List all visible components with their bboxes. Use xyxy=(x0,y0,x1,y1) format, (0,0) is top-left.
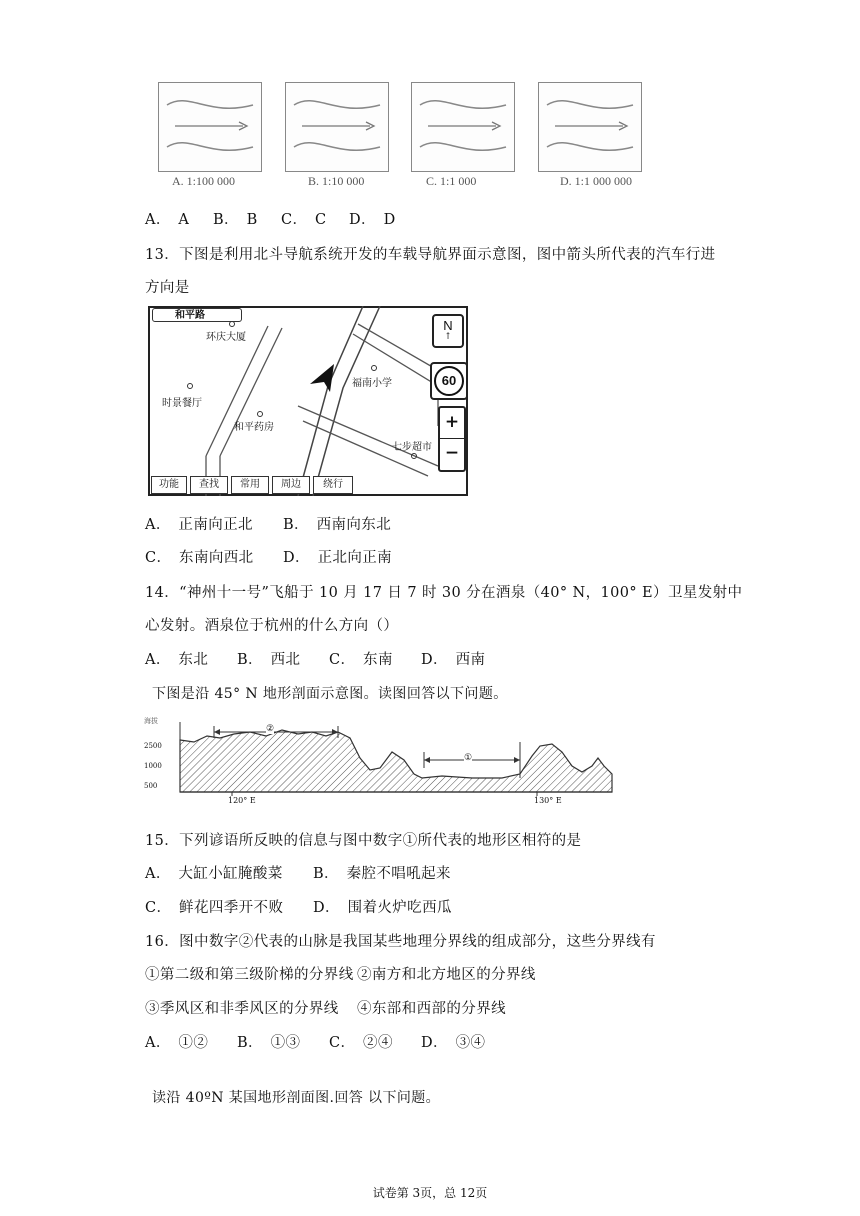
profile-y-tick-500: 500 xyxy=(144,782,158,790)
scale-box-d xyxy=(538,82,642,172)
profile-x-tick-120e: 120° E xyxy=(228,796,256,805)
q13-stem-line2: 方向是 xyxy=(145,280,190,296)
q16-item-1: ①第二级和第三级阶梯的分界线 xyxy=(145,967,354,983)
profile-intro: 下图是沿 45° N 地形剖面示意图。读图回答以下问题。 xyxy=(152,686,508,702)
q14-stem-line1: 14．“神州十一号”飞船于 10 月 17 日 7 时 30 分在酒泉（40° N，100° E）卫星发射中 xyxy=(145,585,743,601)
scale-box-a xyxy=(158,82,262,172)
profile-y-unit: 海拔 xyxy=(144,717,158,725)
north-arrow-icon: ↑ xyxy=(444,332,452,342)
scale-label-b: B. 1:10 000 xyxy=(308,174,365,188)
q16-options xyxy=(145,1031,485,1052)
river-sketch-d xyxy=(539,83,641,171)
profile-label-2: ② xyxy=(266,724,275,734)
q16-item-3: ③季风区和非季风区的分界线 xyxy=(145,1001,339,1017)
nav-button-frequent[interactable]: 常用 xyxy=(231,476,269,494)
scale-box-b xyxy=(285,82,389,172)
q16-item-4: ④东部和西部的分界线 xyxy=(357,1001,506,1017)
scale-box-c xyxy=(411,82,515,172)
terrain-profile xyxy=(142,712,622,812)
q13-option-d[interactable]: D． 正北向正南 xyxy=(283,550,393,566)
place-label-supermarket: 七步超市 xyxy=(392,442,432,453)
place-label-pharmacy: 和平药房 xyxy=(234,422,274,433)
q15-option-c[interactable]: C． 鲜花四季开不败 xyxy=(145,900,284,916)
scale-label-d: D. 1:1 000 000 xyxy=(560,174,632,188)
q13-options-row1 xyxy=(145,513,391,534)
nav-button-detour[interactable]: 绕行 xyxy=(313,476,353,494)
q14-option-a[interactable]: A． 东北 xyxy=(145,652,209,668)
speed-limit-sign xyxy=(430,362,468,400)
road-name-label: 和平路 xyxy=(152,308,242,322)
q15-option-b[interactable]: B． 秦腔不唱吼起来 xyxy=(313,866,451,882)
nav-button-nearby[interactable]: 周边 xyxy=(272,476,310,494)
profile-y-tick-1000: 1000 xyxy=(144,762,162,770)
q13-option-a[interactable]: A． 正南向正北 xyxy=(145,517,253,533)
q14-stem-line2: 心发射。酒泉位于杭州的什么方向（） xyxy=(145,618,399,634)
zoom-control xyxy=(438,406,466,472)
q14-option-d[interactable]: D． 西南 xyxy=(421,652,486,668)
zoom-out-button[interactable]: − xyxy=(444,443,460,463)
q15-options-row2 xyxy=(145,896,452,917)
q16-items-row1 xyxy=(145,963,536,984)
q15-options-row1 xyxy=(145,862,451,883)
q12-option-a[interactable]: A． A xyxy=(145,212,190,228)
profile-y-tick-2500: 2500 xyxy=(144,742,162,750)
river-sketch-a xyxy=(159,83,261,171)
page-footer: 试卷第 3页，总 12页 xyxy=(372,1186,488,1200)
q14-option-c[interactable]: C． 东南 xyxy=(329,652,393,668)
compass-n-label: N xyxy=(443,318,453,333)
nav-button-function[interactable]: 功能 xyxy=(151,476,187,494)
q14-options xyxy=(145,648,485,669)
q16-option-b[interactable]: B． ①③ xyxy=(237,1035,301,1051)
zoom-in-button[interactable]: + xyxy=(440,408,464,439)
nav-button-search[interactable]: 查找 xyxy=(190,476,228,494)
q15-option-d[interactable]: D． 围着火炉吃西瓜 xyxy=(313,900,452,916)
river-sketch-c xyxy=(412,83,514,171)
scale-label-c: C. 1:1 000 xyxy=(426,174,477,188)
scale-label-a: A. 1:100 000 xyxy=(172,174,235,188)
place-label-restaurant: 时景餐厅 xyxy=(162,398,202,409)
next-section-intro: 读沿 40ºN 某国地形剖面图.回答 以下问题。 xyxy=(152,1090,441,1106)
q12-options xyxy=(145,208,396,229)
q12-option-c[interactable]: C． C xyxy=(281,212,327,228)
q12-option-b[interactable]: B． B xyxy=(213,212,258,228)
q16-option-d[interactable]: D． ③④ xyxy=(421,1035,486,1051)
q15-option-a[interactable]: A． 大缸小缸腌酸菜 xyxy=(145,866,283,882)
q16-items-row2 xyxy=(145,997,506,1018)
q16-option-c[interactable]: C． ②④ xyxy=(329,1035,393,1051)
river-sketch-b xyxy=(286,83,388,171)
speed-limit-value: 60 xyxy=(434,366,464,396)
q15-stem: 15．下列谚语所反映的信息与图中数字①所代表的地形区相符的是 xyxy=(145,833,582,849)
profile-label-1: ① xyxy=(464,753,473,763)
q13-option-b[interactable]: B． 西南向东北 xyxy=(283,517,392,533)
q14-option-b[interactable]: B． 西北 xyxy=(237,652,301,668)
compass-button[interactable] xyxy=(432,314,464,348)
q12-option-d[interactable]: D． D xyxy=(349,212,396,228)
q13-stem-line1: 13．下图是利用北斗导航系统开发的车载导航界面示意图，图中箭头所代表的汽车行进 xyxy=(145,247,716,263)
q16-item-2: ②南方和北方地区的分界线 xyxy=(357,967,536,983)
q13-options-row2 xyxy=(145,546,392,567)
nav-map xyxy=(148,306,468,496)
q16-stem: 16．图中数字②代表的山脉是我国某些地理分界线的组成部分，这些分界线有 xyxy=(145,934,656,950)
profile-x-tick-130e: 130° E xyxy=(534,796,562,805)
q16-option-a[interactable]: A． ①② xyxy=(145,1035,209,1051)
q13-option-c[interactable]: C． 东南向西北 xyxy=(145,550,254,566)
place-label-funan-school: 福南小学 xyxy=(352,378,392,389)
place-label-huanqing: 环庆大厦 xyxy=(206,332,246,343)
